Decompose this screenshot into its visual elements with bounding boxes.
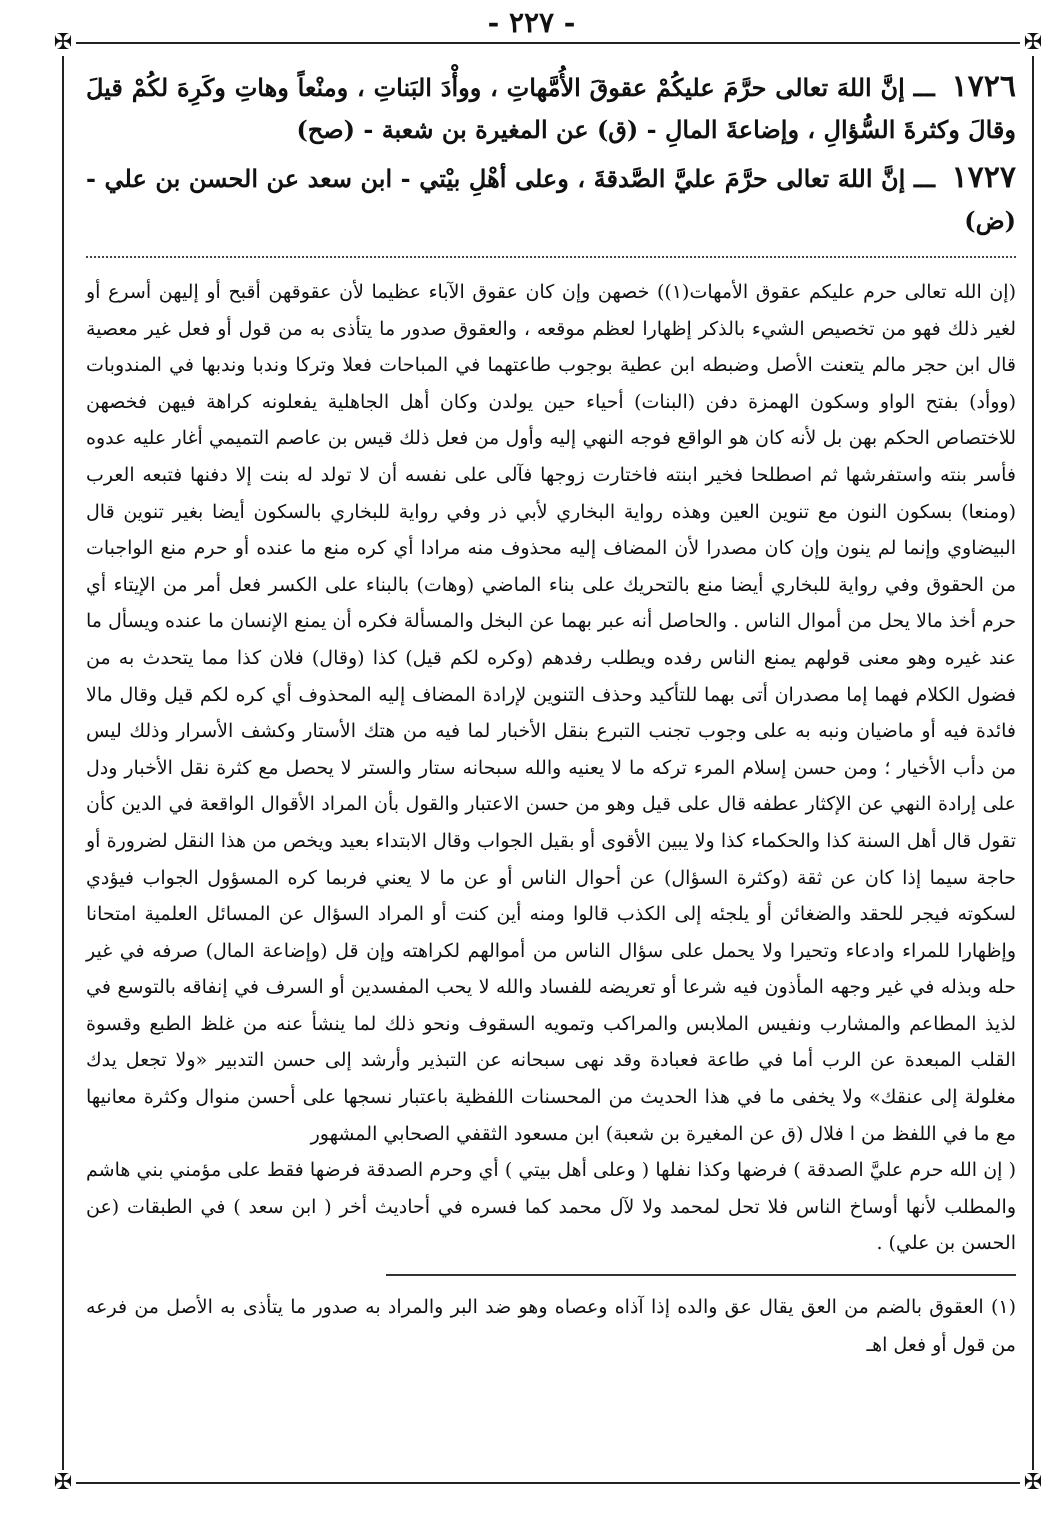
corner-ornament-icon: ✠ bbox=[50, 1470, 76, 1496]
footnote: (١) العقوق بالضم من العق يقال عق والده إذا آذاه وعصاه وهو ضد البر والمراد به صدور ما يتأذى به الأصل من فرعه من قول أو فعل اهـ bbox=[86, 1296, 1016, 1357]
corner-ornament-icon: ✠ bbox=[1020, 1470, 1046, 1496]
footnote-separator bbox=[386, 1274, 1016, 1276]
frame-left-rule bbox=[62, 44, 64, 1484]
corner-ornament-icon: ✠ bbox=[1020, 30, 1046, 56]
frame-right-rule bbox=[1032, 44, 1034, 1484]
frame-bottom-rule bbox=[64, 1482, 1034, 1484]
hadith-entry bbox=[86, 66, 1016, 151]
corner-ornament-icon: ✠ bbox=[50, 30, 76, 56]
hadith-text: ـــ إنَّ اللهَ تعالى حرَّمَ عليَّ الصَّدقةَ ، وعلى أهْلِ بيْتي - ابن سعد عن الحسن بن علي - (ض) bbox=[86, 164, 1016, 235]
commentary-paragraph: ( إن الله حرم عليَّ الصدقة ) فرضها وكذا نفلها ( وعلى أهل بيتي ) أي وحرم الصدقة فرضها فقط على مؤمني بني هاشم والمطلب لأنها أوساخ الناس فلا تحل لمحمد ولا لآل محمد كما فسره في أحاديث أخر ( ابن سعد ) في الطبقات (عن الحسن بن علي) . bbox=[86, 1159, 1016, 1255]
dotted-separator bbox=[86, 256, 1016, 258]
hadith-number: ١٧٢٧ bbox=[951, 160, 1016, 195]
hadith-number: ١٧٢٦ bbox=[951, 69, 1016, 104]
hadith-text: ـــ إنَّ اللهَ تعالى حرَّمَ عليكُمْ عقوقَ الأُمَّهاتِ ، ووأْدَ البَناتِ ، ومنْعاً وهاتِ وكَرِهَ لكُمْ قيلَ وقالَ وكثرةَ السُّؤالِ ، وإضاعةَ المالِ - (ق) عن المغيرة بن شعبة - (صح) bbox=[86, 73, 1016, 144]
commentary-paragraph: (إن الله تعالى حرم عليكم عقوق الأمهات(١)) خصهن وإن كان عقوق الآباء عظيما لأن عقوقهن أقبح أو إليهن أسرع أو لغير ذلك فهو من تخصيص الشيء بالذكر إظهارا لعظم موقعه ، والعقوق صدور ما يتأذى به من قول أو فعل غير معصية قال ابن حجر مالم يتعنت الأصل وضبطه ابن عطية بوجوب طاعتهما في المباحات فعلا وتركا وندبا وندبها في المندوبات (ووأد) بفتح الواو وسكون الهمزة دفن (البنات) أحياء حين يولدن وكان أهل الجاهلية يفعلونه كراهة فيهن فخصهن للاختصاص الحكم بهن بل لأنه كان هو الواقع فوجه النهي إليه وأول من فعل ذلك قيس بن عاصم التميمي أغار عليه عدوه فأسر بنته واستفرشها ثم اصطلحا فخير ابنته فاختارت زوجها فآلى على نفسه أن لا تولد له بنت إلا دفنها فتبعه العرب (ومنعا) بسكون النون مع تنوين العين وهذه رواية البخاري لأبي ذر وفي رواية للبخاري بالسكون أيضا بغير تنوين قال البيضاوي وإنما لم ينون وإن كان مصدرا لأن المضاف إليه محذوف منه مرادا أي كره منع ما عنده أو حرم منع الواجبات من الحقوق وفي رواية للبخاري أيضا منع بالتحريك على بناء الماضي (وهات) بالبناء على الكسر فعل أمر من الإيتاء أي حرم أخذ مالا يحل من أموال الناس . والحاصل أنه عبر بهما عن البخل والمسألة فكره أن يمنع الإنسان ما عنده ويسأل ما عند غيره وهو معنى قولهم يمنع الناس رفده ويطلب رفدهم (وكره لكم قيل) كذا (وقال) فلان كذا مما يتحدث به من فضول الكلام فهما إما مصدران أتى بهما للتأكيد وحذف التنوين لإرادة المضاف إليه المحذوف أي كره لكم قيل وقال مالا فائدة فيه أو ماضيان ونبه به على وجوب تجنب التبرع بنقل الأخبار لما فيه من هتك الأستار وكشف الأسرار وذلك ليس من دأب الأخيار ؛ ومن حسن إسلام المرء تركه ما لا يعنيه والله سبحانه ستار والستر لا يحصل مع كثرة نقل الأخبار ودل على إرادة النهي عن الإكثار عطفه قال على قيل وهو من حسن الاعتبار والقول بأن المراد الأقوال الواقعة في الدين كأن تقول قال أهل السنة كذا والحكماء كذا ولا يبين الأقوى أو بقيل الجواب وقال الابتداء بعيد ويخص من هذا النقل لضرورة أو حاجة سيما إذا كان عن ثقة (وكثرة السؤال) عن أحوال الناس أو عن ما لا يعني فربما كره المسؤول الجواب فيؤدي لسكوته فيجر للحقد والضغائن أو يلجئه إلى الكذب قالوا ومنه أين كنت أو المراد السؤال عن المسائل العلمية امتحانا وإظهارا للمراء وادعاء وتحيرا ولا يحمل على سؤال الناس من أموالهم لكراهته وإن قل (وإضاعة المال) صرفه في غير حله وبذله في غير وجهه المأذون فيه شرعا أو تعريضه للفساد والله لا يحب المفسدين أو السرف في إنفاقه بالتوسع في لذيذ المطاعم والمشارب ونفيس الملابس والمراكب وتمويه السقوف ونحو ذلك لما ينشأ عنه من غلظ الطبع وقسوة القلب المبعدة عن الرب أما في طاعة فعبادة وقد نهى سبحانه عن التبذير وأرشد إلى حسن التدبير «ولا تجعل يدك مغلولة إلى عنقك» ولا يخفى ما في هذا الحديث من المحسنات اللفظية باعتبار نسجها على أحسن منوال وكثرة معانيها مع ما في اللفظ من ا فلال (ق عن المغيرة بن شعبة) ابن مسعود الثقفي الصحابي المشهور bbox=[86, 281, 1017, 1145]
page-number: - ٢٢٧ - bbox=[487, 6, 576, 39]
page-content bbox=[86, 66, 1016, 1364]
hadith-entry bbox=[86, 157, 1016, 242]
